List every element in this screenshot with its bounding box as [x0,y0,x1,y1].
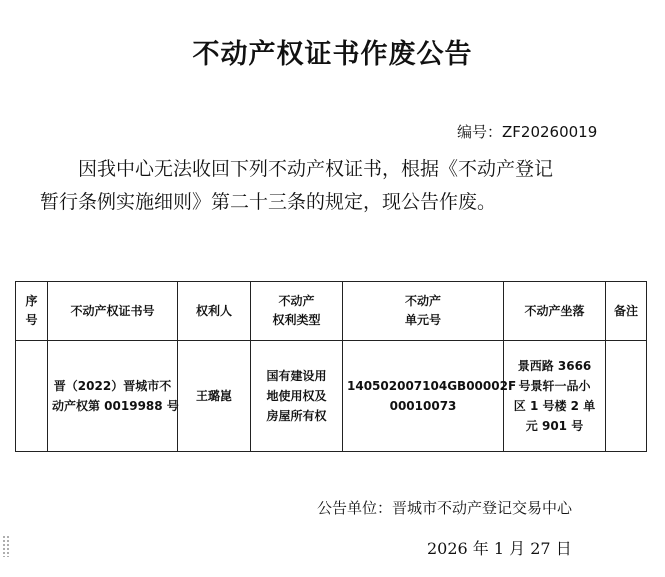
cell-seq [16,341,48,452]
cell-location: 景西路 3666 号景轩一品小 区 1 号楼 2 单 元 901 号 [504,341,606,452]
cell-cert-no: 晋（2022）晋城市不 动产权第 0019988 号 [48,341,178,452]
cell-unit-no: 140502007104GB00002F 00010073 [343,341,504,452]
header-holder: 权利人 [178,282,251,341]
header-location: 不动产坐落 [504,282,606,341]
issue-date: 2026 年 1 月 27 日 [427,539,572,558]
scan-dots-mark [2,535,10,557]
cell-right-type: 国有建设用 地使用权及 房屋所有权 [251,341,343,452]
certificate-table [15,281,647,452]
cell-remark [606,341,647,452]
notice-body [40,153,640,219]
header-cert-no: 不动产权证书号 [48,282,178,341]
body-line-1: 因我中心无法收回下列不动产权证书，根据《不动产登记 [78,158,554,180]
notice-title: 不动产权证书作废公告 [192,39,473,70]
header-remark: 备注 [606,282,647,341]
issuing-unit: 公告单位：晋城市不动产登记交易中心 [317,499,573,517]
header-seq: 序 号 [16,282,48,341]
table-row [16,341,647,452]
table-header-row [16,282,647,341]
header-unit-no: 不动产 单元号 [343,282,504,341]
serial-number: 编号：ZF20260019 [457,123,598,141]
cell-holder: 王璐崑 [178,341,251,452]
header-right-type: 不动产 权利类型 [251,282,343,341]
body-line-2: 暂行条例实施细则》第二十三条的规定，现公告作废。 [40,191,497,213]
